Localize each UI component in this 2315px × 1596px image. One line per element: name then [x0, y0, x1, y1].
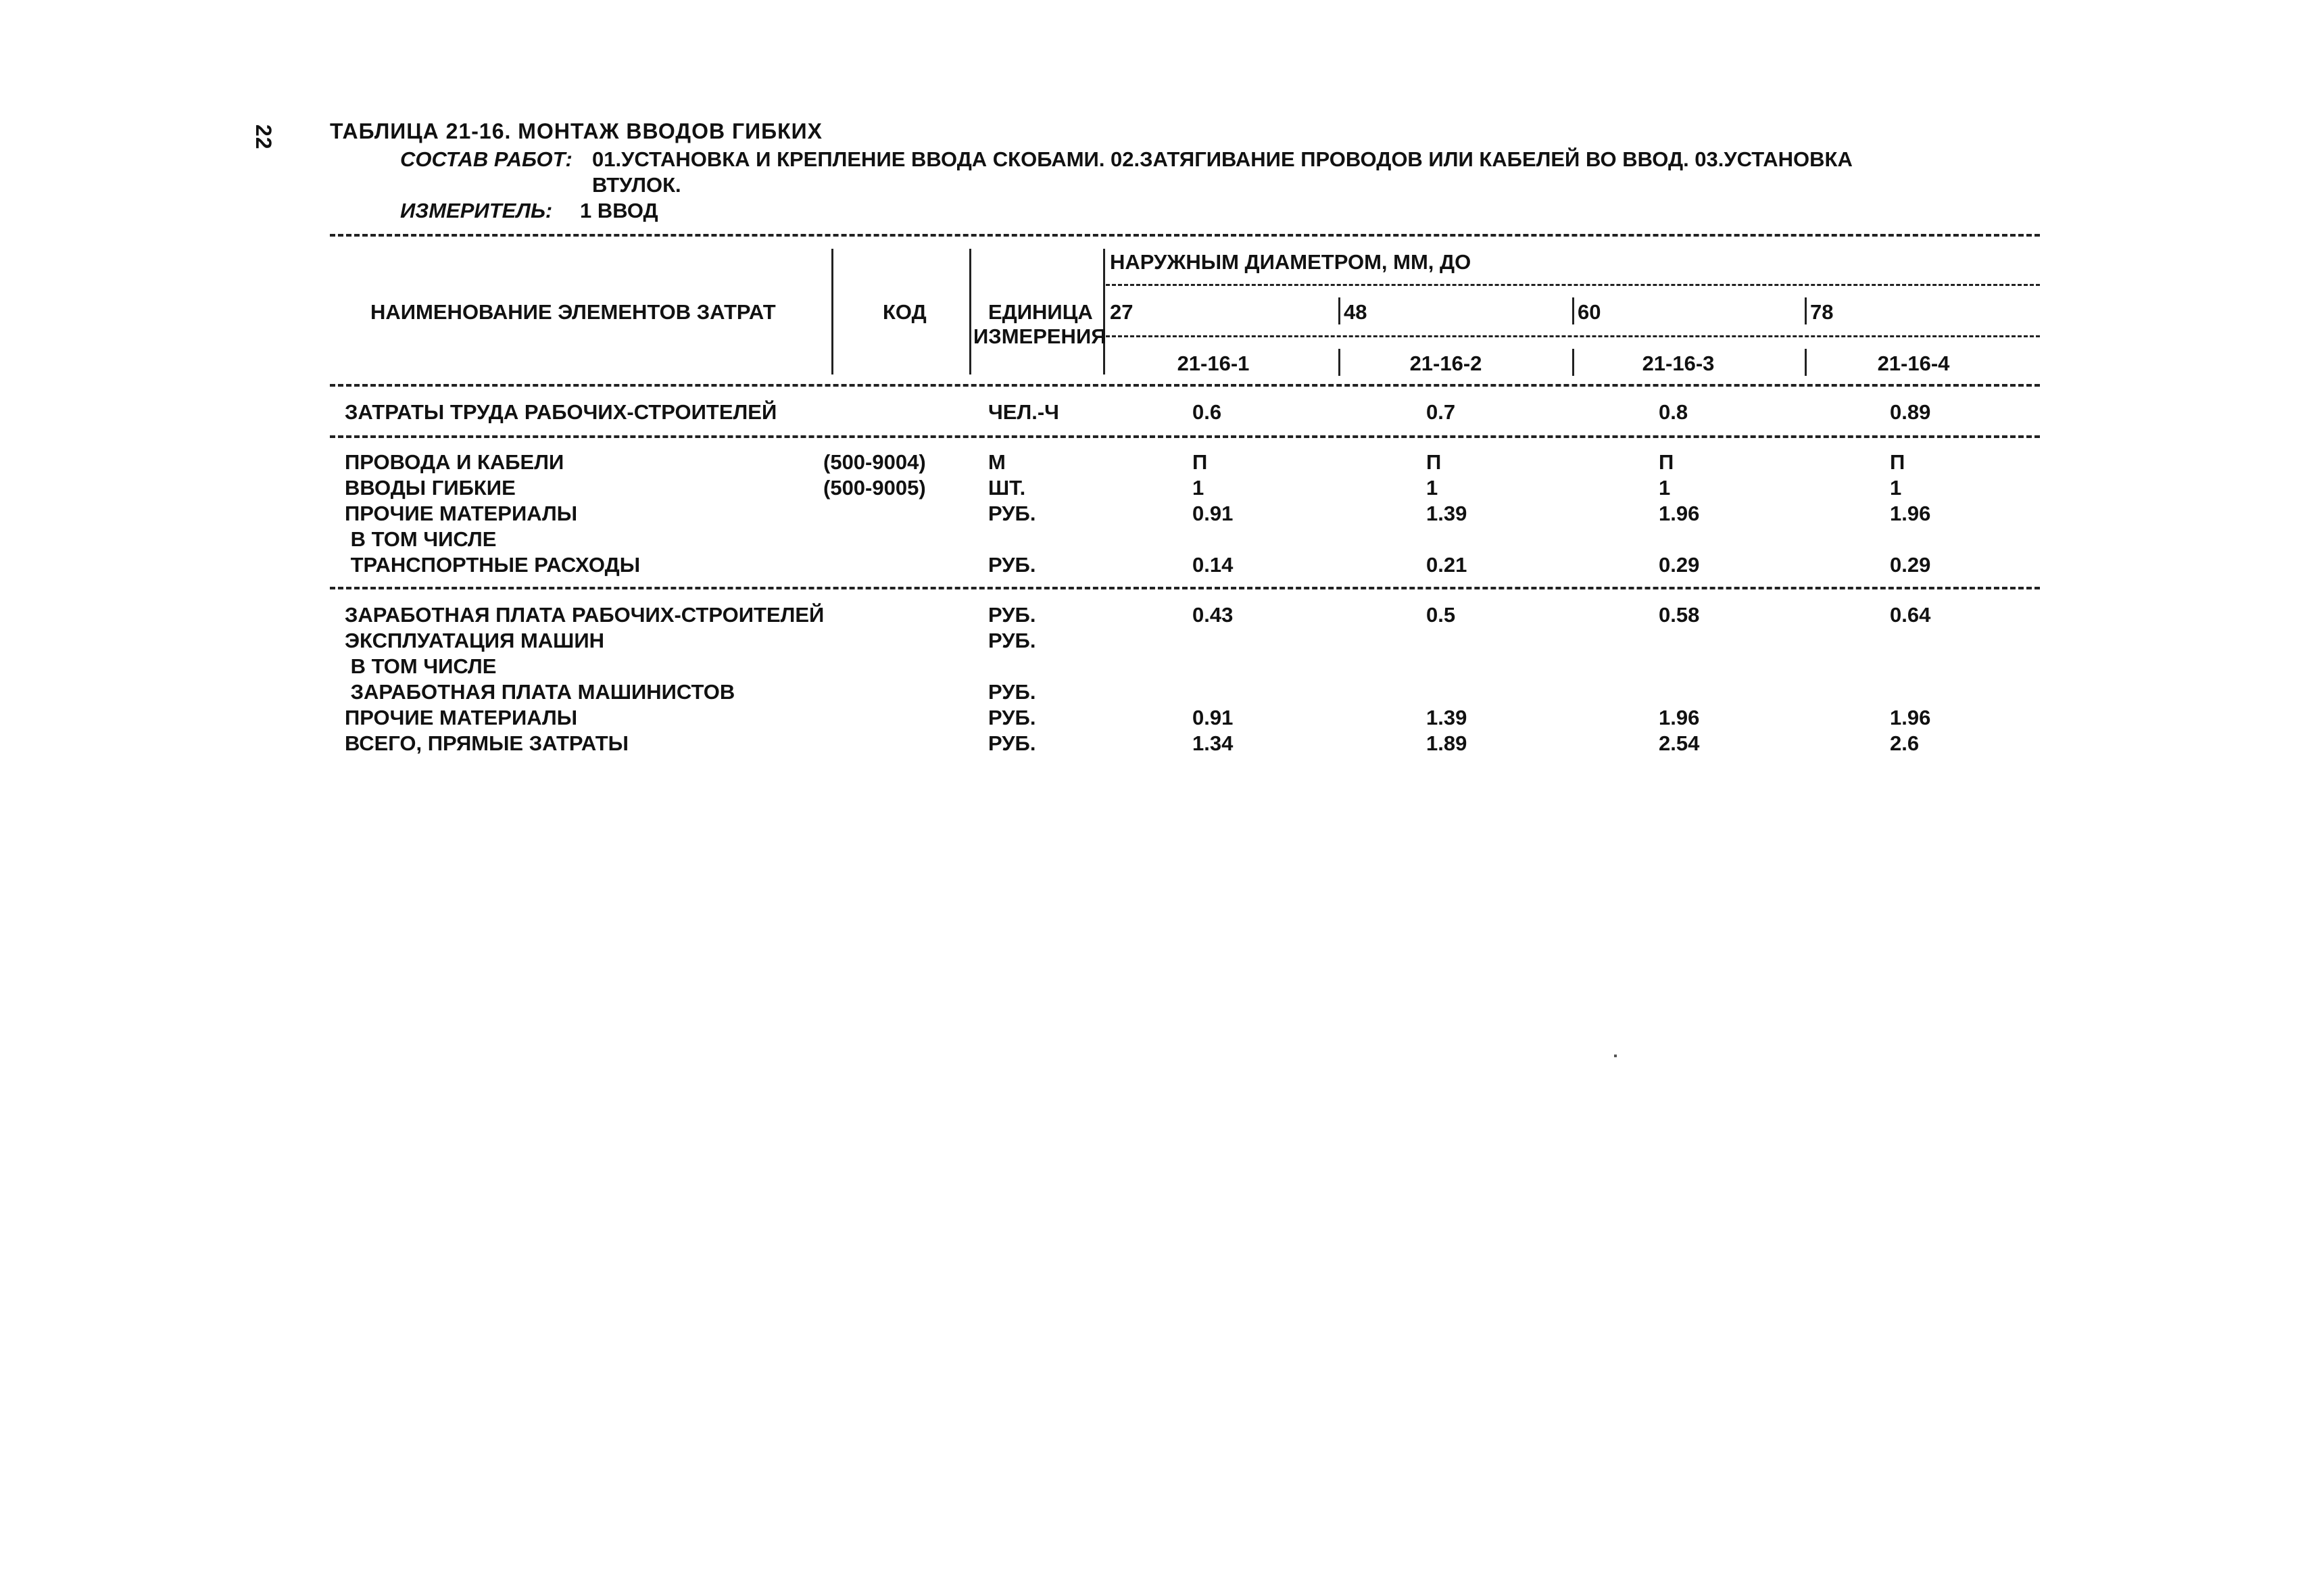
row-wages-unit: РУБ.: [988, 603, 1036, 627]
row-inputs-name: ВВОДЫ ГИБКИЕ: [345, 476, 516, 500]
row-machinist-wages-name: ЗАРАБОТНАЯ ПЛАТА МАШИНИСТОВ: [345, 680, 735, 704]
row-wires-code: (500-9004): [823, 450, 926, 474]
row-machines-name: ЭКСПЛУАТАЦИЯ МАШИН: [345, 629, 605, 652]
row-transport-name: ТРАНСПОРТНЫЕ РАСХОДЫ: [345, 553, 641, 577]
row-other-materials-2-unit: РУБ.: [988, 706, 1036, 729]
row-machinist-wages-unit: РУБ.: [988, 680, 1036, 704]
row-transport-v1: 0.14: [1192, 553, 1234, 577]
row-inputs-code: (500-9005): [823, 476, 926, 500]
header-unit-col-1: ЕДИНИЦА: [988, 300, 1093, 324]
row-transport-unit: РУБ.: [988, 553, 1036, 577]
header-diameter-rule: [1106, 335, 2040, 337]
row-total-v1: 1.34: [1192, 731, 1234, 755]
row-transport-v3: 0.29: [1659, 553, 1700, 577]
header-vbar-d2: [1338, 297, 1340, 324]
header-diameter-1: 27: [1110, 300, 1134, 324]
row-wires-v3: П: [1659, 450, 1674, 474]
row-wages-name: ЗАРАБОТНАЯ ПЛАТА РАБОЧИХ-СТРОИТЕЛЕЙ: [345, 603, 825, 627]
row-wires-v2: П: [1426, 450, 1442, 474]
row-including-1-name: В ТОМ ЧИСЛЕ: [345, 527, 497, 551]
row-other-materials-2-v1: 0.91: [1192, 706, 1234, 729]
work-composition-line1: 01.УСТАНОВКА И КРЕПЛЕНИЕ ВВОДА СКОБАМИ. 02.ЗАТЯГИВАНИЕ ПРОВОДОВ ИЛИ КАБЕЛЕЙ ВО ВВОД. 03.УСТАНОВКА: [592, 147, 1853, 171]
row-other-materials-v2: 1.39: [1426, 502, 1467, 525]
row-labor-v4: 0.89: [1890, 400, 1931, 424]
header-unit-col-2: ИЗМЕРЕНИЯ: [973, 324, 1106, 348]
row-other-materials-2-v4: 1.96: [1890, 706, 1931, 729]
header-name-col: НАИМЕНОВАНИЕ ЭЛЕМЕНТОВ ЗАТРАТ: [370, 300, 776, 324]
row-other-materials-v1: 0.91: [1192, 502, 1234, 525]
row-transport-v2: 0.21: [1426, 553, 1467, 577]
header-code-3: 21-16-3: [1642, 352, 1715, 375]
row-other-materials-v3: 1.96: [1659, 502, 1700, 525]
header-vbar-c2: [1338, 349, 1340, 376]
row-other-materials-2-v2: 1.39: [1426, 706, 1467, 729]
row-inputs-v1: 1: [1192, 476, 1204, 500]
page-number: 22: [251, 124, 276, 150]
row-labor-v1: 0.6: [1192, 400, 1222, 424]
row-labor-v2: 0.7: [1426, 400, 1456, 424]
measure-value: 1 ВВОД: [580, 199, 658, 222]
row-total-v4: 2.6: [1890, 731, 1920, 755]
row-wages-v1: 0.43: [1192, 603, 1234, 627]
row-inputs-v3: 1: [1659, 476, 1671, 500]
header-vbar-d4: [1805, 297, 1807, 324]
header-diameter-2: 48: [1344, 300, 1367, 324]
row-other-materials-v4: 1.96: [1890, 502, 1931, 525]
row-labor-unit: ЧЕЛ.-Ч: [988, 400, 1059, 424]
table-title: ТАБЛИЦА 21-16. МОНТАЖ ВВОДОВ ГИБКИХ: [330, 119, 823, 143]
row-wires-name: ПРОВОДА И КАБЕЛИ: [345, 450, 564, 474]
row-wires-unit: М: [988, 450, 1006, 474]
section2-bottom-rule: [330, 587, 2040, 589]
header-code-2: 21-16-2: [1409, 352, 1482, 375]
scan-speck: [1614, 1055, 1617, 1057]
work-composition-label: СОСТАВ РАБОТ:: [400, 147, 572, 171]
row-including-2-name: В ТОМ ЧИСЛЕ: [345, 654, 497, 678]
header-code-1: 21-16-1: [1177, 352, 1250, 375]
work-composition-line2: ВТУЛОК.: [592, 173, 681, 197]
row-machines-unit: РУБ.: [988, 629, 1036, 652]
row-wires-v4: П: [1890, 450, 1905, 474]
row-other-materials-name: ПРОЧИЕ МАТЕРИАЛЫ: [345, 502, 578, 525]
header-diameter-3: 60: [1578, 300, 1601, 324]
header-vbar-code: [969, 249, 971, 374]
header-vbar-unit: [1103, 249, 1105, 374]
header-code-col: КОД: [883, 300, 927, 324]
row-transport-v4: 0.29: [1890, 553, 1931, 577]
row-inputs-v4: 1: [1890, 476, 1902, 500]
row-other-materials-2-name: ПРОЧИЕ МАТЕРИАЛЫ: [345, 706, 578, 729]
header-diameter-4: 78: [1810, 300, 1834, 324]
row-total-v3: 2.54: [1659, 731, 1700, 755]
row-wages-v2: 0.5: [1426, 603, 1456, 627]
row-inputs-v2: 1: [1426, 476, 1438, 500]
section1-bottom-rule: [330, 435, 2040, 438]
header-group-rule: [1106, 284, 2040, 286]
header-vbar-name: [831, 249, 833, 374]
header-bottom-rule: [330, 384, 2040, 387]
row-other-materials-2-v3: 1.96: [1659, 706, 1700, 729]
row-total-unit: РУБ.: [988, 731, 1036, 755]
row-wages-v4: 0.64: [1890, 603, 1931, 627]
row-wages-v3: 0.58: [1659, 603, 1700, 627]
header-vbar-c3: [1572, 349, 1574, 376]
header-code-4: 21-16-4: [1877, 352, 1950, 375]
row-other-materials-unit: РУБ.: [988, 502, 1036, 525]
row-labor-name: ЗАТРАТЫ ТРУДА РАБОЧИХ-СТРОИТЕЛЕЙ: [345, 400, 777, 424]
row-inputs-unit: ШТ.: [988, 476, 1026, 500]
header-group: НАРУЖНЫМ ДИАМЕТРОМ, ММ, ДО: [1110, 250, 1471, 274]
row-wires-v1: П: [1192, 450, 1208, 474]
row-total-name: ВСЕГО, ПРЯМЫЕ ЗАТРАТЫ: [345, 731, 629, 755]
measure-label: ИЗМЕРИТЕЛЬ:: [400, 199, 553, 222]
header-vbar-c4: [1805, 349, 1807, 376]
row-total-v2: 1.89: [1426, 731, 1467, 755]
row-labor-v3: 0.8: [1659, 400, 1688, 424]
table-top-rule: [330, 234, 2040, 237]
header-vbar-d3: [1572, 297, 1574, 324]
